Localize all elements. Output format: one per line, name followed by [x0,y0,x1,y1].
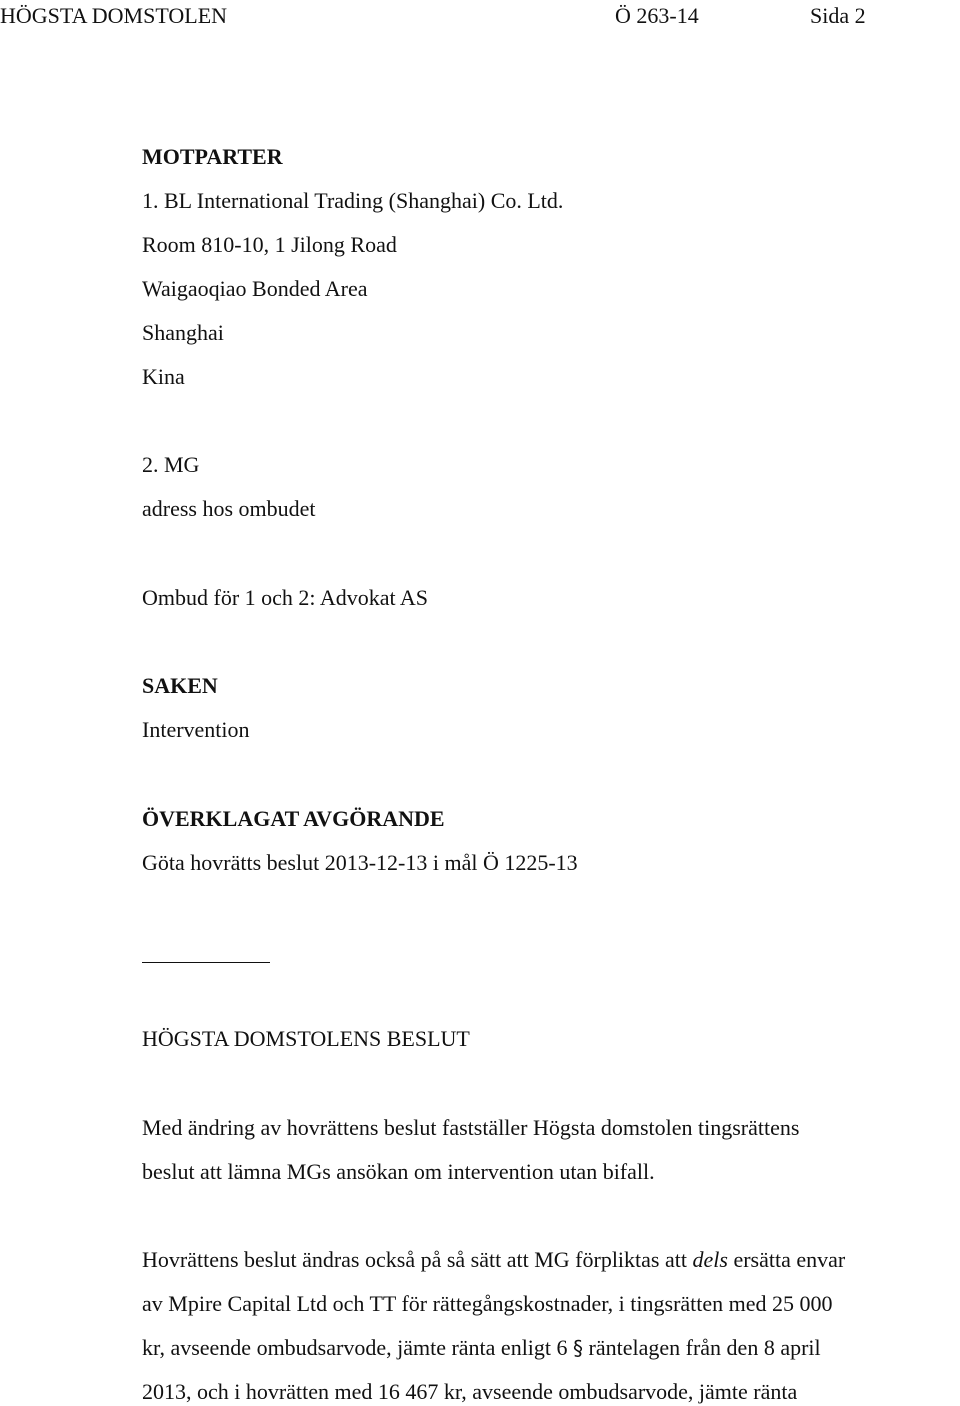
party2-name: 2. MG [142,452,200,477]
beslut-para2-line4: 2013, och i hovrätten med 16 467 kr, avseende ombudsarvode, jämte ränta [142,1379,798,1404]
saken-text: Intervention [142,717,250,742]
beslut-para2-line3 [142,1335,821,1361]
header-page-number: Sida 2 [810,3,866,28]
beslut-para1-line2: beslut att lämna MGs ansökan om intervention utan bifall. [142,1159,655,1184]
beslut-para1-line1: Med ändring av hovrättens beslut fastställer Högsta domstolen tingsrättens [142,1115,800,1140]
party1-address1: Room 810-10, 1 Jilong Road [142,232,397,257]
beslut-para2-line1 [142,1247,960,1273]
para2-line3-text-b: räntelagen från den 8 april [588,1335,821,1360]
header-court: HÖGSTA DOMSTOLEN [0,3,228,28]
party1-address2: Waigaoqiao Bonded Area [142,276,368,301]
para2-line1-text-b: ersätta envar [733,1247,846,1272]
paragraph-sign: § [573,1336,584,1360]
party2-address: adress hos ombudet [142,496,316,521]
section-divider [142,962,270,963]
party1-city: Shanghai [142,320,224,345]
para2-line1-text-a: Hovrättens beslut ändras också på så sätt att MG förpliktas att [142,1247,687,1272]
para2-line1-emphasis: dels [692,1247,728,1272]
beslut-heading: HÖGSTA DOMSTOLENS BESLUT [142,1026,470,1051]
motparter-heading: MOTPARTER [142,144,283,169]
para2-line3-text-a: kr, avseende ombudsarvode, jämte ränta enligt 6 [142,1335,568,1360]
beslut-para2-line2: av Mpire Capital Ltd och TT för rättegångskostnader, i tingsrätten med 25 000 [142,1291,833,1316]
ombud-line: Ombud för 1 och 2: Advokat AS [142,585,428,610]
party1-country: Kina [142,364,185,389]
overklagat-heading: ÖVERKLAGAT AVGÖRANDE [142,806,445,831]
saken-heading: SAKEN [142,673,218,698]
header-case-number: Ö 263-14 [615,3,699,28]
overklagat-text: Göta hovrätts beslut 2013-12-13 i mål Ö 1225-13 [142,850,578,875]
party1-name: 1. BL International Trading (Shanghai) Co. Ltd. [142,188,564,213]
